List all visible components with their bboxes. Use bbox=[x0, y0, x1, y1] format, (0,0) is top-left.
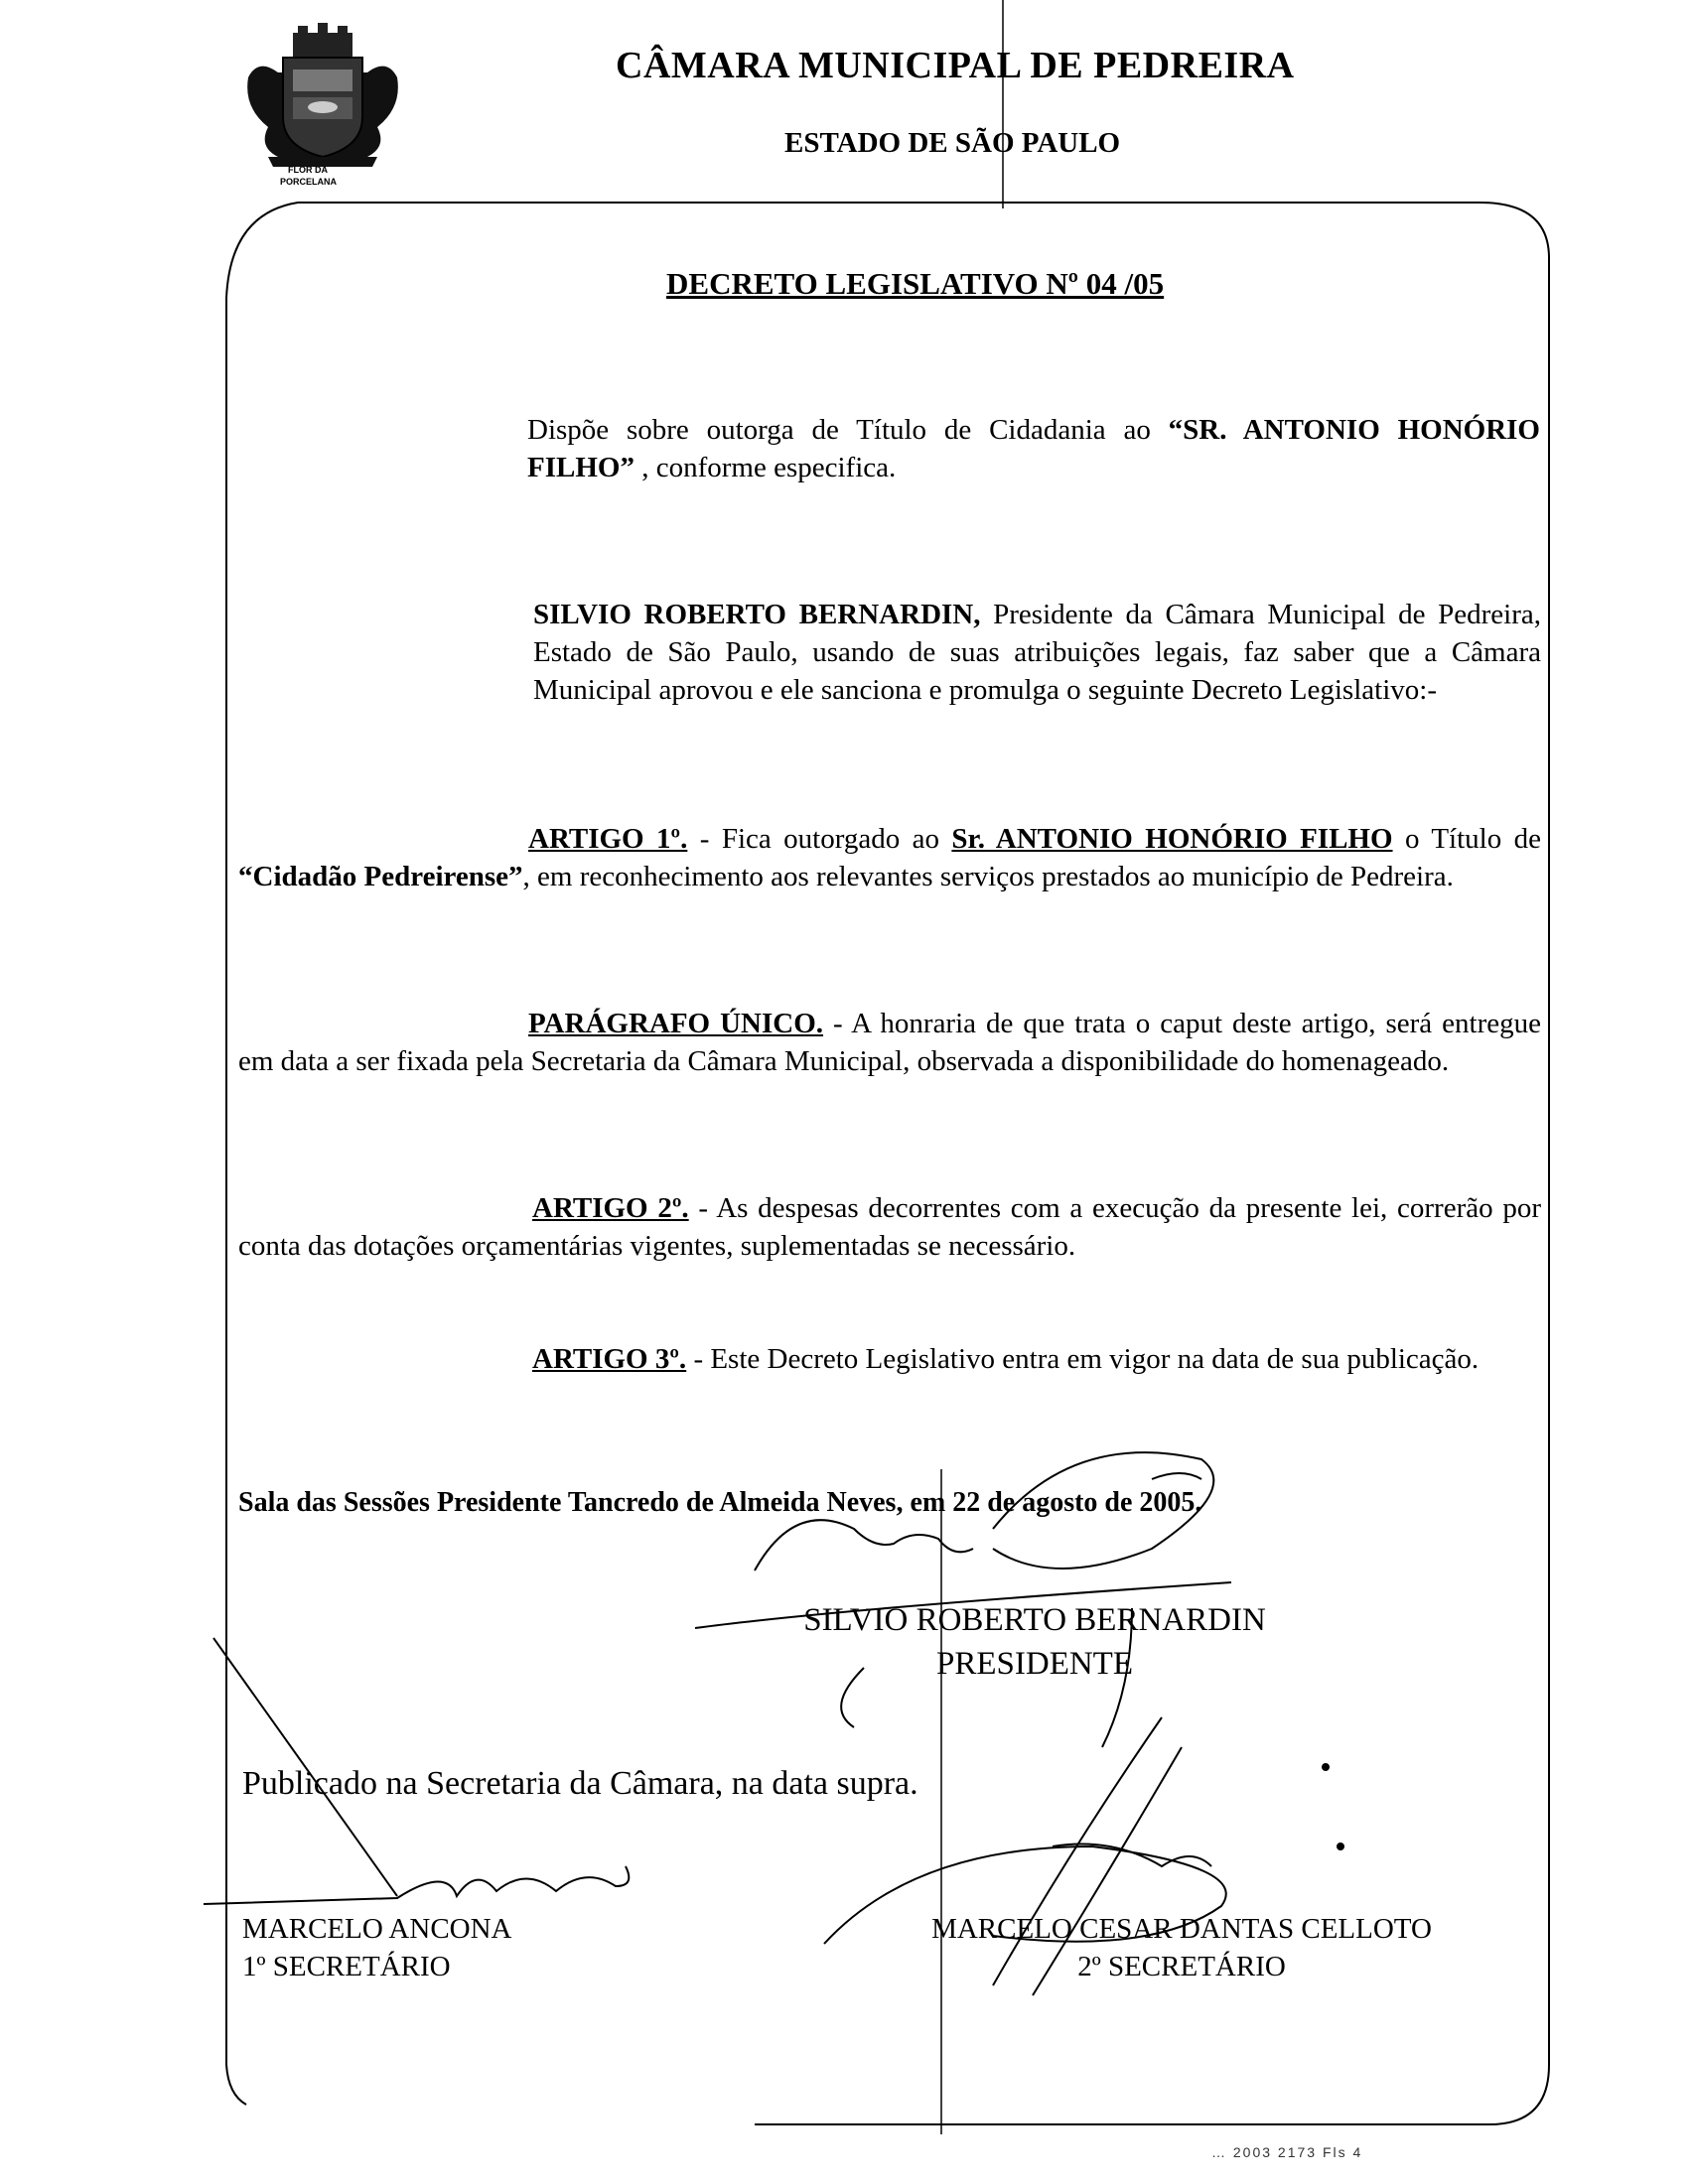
session-room-date: Sala das Sessões Presidente Tancredo de Almeida Neves, em 22 de agosto de 2005. bbox=[238, 1487, 1202, 1518]
president-name-bold: SILVIO ROBERTO BERNARDIN, bbox=[533, 599, 981, 630]
decree-title: DECRETO LEGISLATIVO Nº 04 /05 bbox=[666, 266, 1165, 301]
article-2-label: ARTIGO 2º. bbox=[532, 1192, 689, 1224]
ementa-text: Dispõe sobre outorga de Título de Cidadania ao bbox=[527, 414, 1169, 446]
first-secretary-name: MARCELO ANCONA bbox=[242, 1913, 512, 1945]
preamble-text: Presidente da Câmara Municipal de Pedreira, Estado de São Paulo, usando de suas atribuições legais, faz saber que a Câmara Municipal aprovou e ele sanciona e promulga o seguinte Decreto Legislativo:- bbox=[533, 599, 1542, 706]
article-1-text-end: , em reconhecimento aos relevantes serviços prestados ao município de Pedreira. bbox=[522, 861, 1454, 892]
ementa-text-end: , conforme especifica. bbox=[634, 452, 897, 483]
article-1-label: ARTIGO 1º. bbox=[528, 823, 688, 855]
logo-text-line2: PORCELANA bbox=[280, 177, 338, 187]
article-2-text: - As despesas decorrentes com a execução da presente lei, correrão por conta das dotações orçamentárias vigentes, suplementadas se necessário. bbox=[238, 1192, 1541, 1262]
paragrafo-unico bbox=[238, 1005, 1541, 1080]
article-3-text: - Este Decreto Legislativo entra em vigor na data de sua publicação. bbox=[686, 1343, 1480, 1375]
president-signature-block bbox=[762, 1598, 1308, 1686]
first-secretary-title: 1º SECRETÁRIO bbox=[242, 1951, 451, 1982]
decree-preamble bbox=[533, 596, 1541, 709]
article-1-text-mid: o Título de bbox=[1392, 823, 1541, 855]
article-1-title: “Cidadão Pedreirense” bbox=[238, 861, 523, 892]
article-3 bbox=[238, 1340, 1541, 1378]
state-subtitle: ESTADO DE SÃO PAULO bbox=[784, 127, 1121, 159]
president-title: PRESIDENTE bbox=[936, 1646, 1133, 1682]
frame-right-bottom bbox=[298, 203, 1549, 2124]
second-secretary-block bbox=[874, 1910, 1489, 1985]
logo-text-line1: FLOR DA bbox=[288, 165, 328, 175]
second-secretary-title: 2º SECRETÁRIO bbox=[1077, 1951, 1286, 1982]
president-name: SILVIO ROBERTO BERNARDIN bbox=[803, 1602, 1266, 1638]
first-secretary-block bbox=[242, 1910, 512, 1985]
article-2 bbox=[238, 1189, 1541, 1265]
article-1-text: - Fica outorgado ao bbox=[687, 823, 952, 855]
publication-note: Publicado na Secretaria da Câmara, na data supra. bbox=[242, 1765, 918, 1802]
decree-ementa bbox=[527, 411, 1540, 486]
paragrafo-unico-text: - A honraria de que trata o caput deste artigo, será entregue em data a ser fixada pela Secretaria da Câmara Municipal, observada a disponibilidade do homenageado. bbox=[238, 1008, 1541, 1077]
paragrafo-unico-label: PARÁGRAFO ÚNICO. bbox=[528, 1008, 824, 1039]
frame-left bbox=[226, 203, 298, 2105]
article-1-honoree: Sr. ANTONIO HONÓRIO FILHO bbox=[951, 823, 1393, 855]
article-1 bbox=[238, 820, 1541, 895]
chamber-title: CÂMARA MUNICIPAL DE PEDREIRA bbox=[616, 45, 1295, 86]
second-secretary-name: MARCELO CESAR DANTAS CELLOTO bbox=[931, 1913, 1432, 1945]
ementa-honoree: “SR. ANTONIO HONÓRIO FILHO” bbox=[527, 414, 1540, 483]
article-3-label: ARTIGO 3º. bbox=[532, 1343, 687, 1375]
page-footer: … 2003 2173 Fls 4 bbox=[1211, 2144, 1363, 2160]
